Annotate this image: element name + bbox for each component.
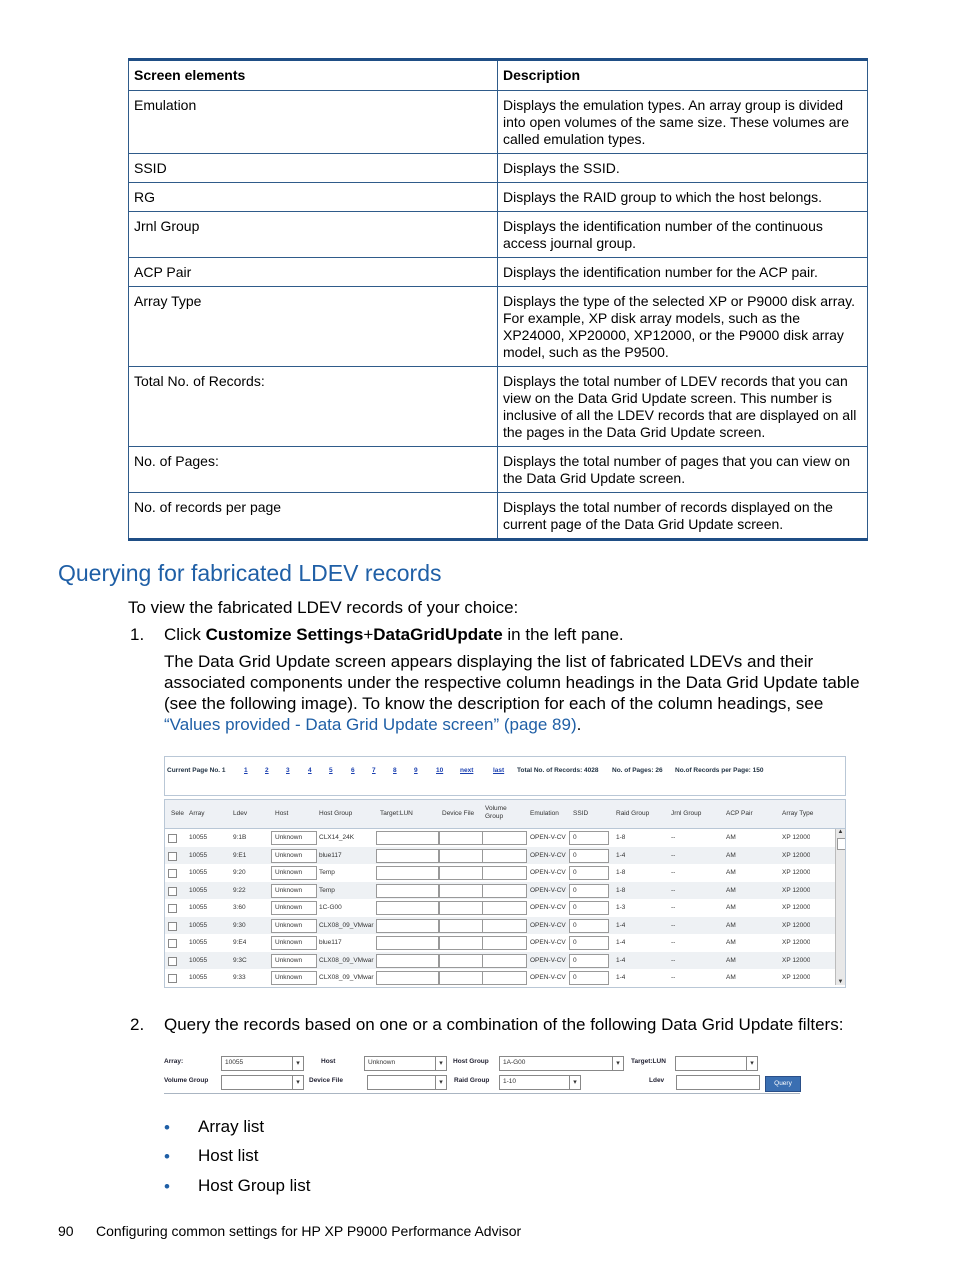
grid-cell-input[interactable] bbox=[376, 866, 439, 880]
column-header[interactable]: Array Type bbox=[782, 810, 814, 817]
chevron-down-icon: ▾ bbox=[292, 1076, 303, 1089]
grid-cell: 0 bbox=[573, 974, 577, 981]
grid-cell: 10055 bbox=[189, 921, 208, 929]
grid-cell-input[interactable] bbox=[439, 866, 483, 880]
grid-cell-input[interactable] bbox=[439, 884, 483, 898]
grid-cell: OPEN-V-CV bbox=[530, 904, 566, 911]
grid-cell: 10055 bbox=[189, 904, 208, 911]
grid-cell: Unknown bbox=[275, 869, 303, 876]
page-link[interactable]: 6 bbox=[351, 767, 355, 774]
grid-cell: 0 bbox=[573, 939, 577, 946]
grid-cell: OPEN-V-CV bbox=[530, 974, 566, 981]
grid-cell: OPEN-V-CV bbox=[530, 869, 566, 876]
row-checkbox[interactable] bbox=[168, 922, 177, 931]
column-header[interactable]: Host bbox=[275, 810, 289, 817]
grid-cell-input[interactable] bbox=[439, 901, 483, 915]
row-checkbox[interactable] bbox=[168, 887, 177, 896]
grid-cell: -- bbox=[671, 834, 676, 841]
grid-cell: Temp bbox=[319, 886, 335, 894]
step1-part: in the left pane. bbox=[502, 625, 624, 644]
table-header-row bbox=[129, 60, 868, 91]
description-cell: Displays the identification number of the continuous access journal group. bbox=[498, 212, 868, 258]
page-link[interactable]: 5 bbox=[329, 767, 333, 774]
grid-cell: Unknown bbox=[275, 886, 303, 894]
column-header[interactable]: Host Group bbox=[319, 810, 353, 817]
grid-cell-input[interactable] bbox=[376, 954, 439, 968]
grid-cell-input[interactable] bbox=[482, 901, 527, 915]
table-row[interactable] bbox=[165, 864, 835, 881]
array-value: 10055 bbox=[225, 1059, 244, 1066]
paragraph-line: The Data Grid Update screen appears displaying the list of fabricated LDEVs and their bbox=[164, 652, 814, 671]
grid-cell: 9:30 bbox=[233, 921, 246, 929]
grid-cell: 1-4 bbox=[616, 851, 626, 859]
grid-cell: OPEN-V-CV bbox=[530, 851, 566, 859]
table-row bbox=[129, 367, 868, 447]
step1-number: 1. bbox=[130, 625, 145, 644]
grid-cell: 3:60 bbox=[233, 904, 246, 911]
ldev-label: Ldev bbox=[649, 1077, 665, 1084]
grid-cell: 1-3 bbox=[616, 904, 626, 911]
grid-cell: 10055 bbox=[189, 974, 208, 981]
description-cell: Displays the identification number for the ACP pair. bbox=[498, 258, 868, 287]
table-row bbox=[129, 91, 868, 154]
grid-cell: 10055 bbox=[189, 869, 208, 876]
grid-cell: -- bbox=[671, 921, 676, 929]
grid-cell: 9:20 bbox=[233, 869, 246, 876]
element-cell: No. of Pages: bbox=[129, 447, 498, 493]
element-cell: SSID bbox=[129, 154, 498, 183]
grid-cell: 1-8 bbox=[616, 886, 626, 894]
column-header[interactable]: Raid Group bbox=[616, 810, 650, 817]
grid-cell: CLX08_09_VMwar bbox=[319, 974, 374, 981]
grid-cell: XP 12000 bbox=[782, 974, 811, 981]
table-row bbox=[129, 447, 868, 493]
grid-cell-input[interactable] bbox=[376, 919, 439, 933]
grid-cell-input[interactable] bbox=[482, 884, 527, 898]
column-header[interactable]: Emulation bbox=[530, 810, 559, 817]
grid-cell: 1-4 bbox=[616, 956, 626, 964]
step1-part: Click bbox=[164, 625, 206, 644]
element-cell: RG bbox=[129, 183, 498, 212]
grid-cell: AM bbox=[726, 869, 736, 876]
grid-cell: 0 bbox=[573, 834, 577, 841]
column-header[interactable]: Ldev bbox=[233, 810, 248, 817]
values-provided-link[interactable]: “Values provided - Data Grid Update screen” (page 89) bbox=[164, 715, 577, 734]
step2-text: Query the records based on one or a combination of the following Data Grid Update filters: bbox=[164, 1015, 844, 1034]
column-header[interactable]: SSID bbox=[573, 810, 589, 817]
table-row[interactable] bbox=[165, 899, 835, 916]
chevron-down-icon: ▾ bbox=[569, 1076, 580, 1089]
grid-cell: OPEN-V-CV bbox=[530, 956, 566, 964]
grid-cell: 10055 bbox=[189, 851, 208, 859]
raidgroup-value: 1-10 bbox=[503, 1078, 517, 1085]
description-cell: Displays the emulation types. An array group is divided into open volumes of the same size. These volumes are called emulation types. bbox=[498, 91, 868, 154]
last-link[interactable]: last bbox=[493, 767, 505, 774]
grid-cell: XP 12000 bbox=[782, 886, 811, 894]
row-checkbox[interactable] bbox=[168, 904, 177, 913]
grid-cell: -- bbox=[671, 956, 676, 964]
grid-cell: -- bbox=[671, 904, 676, 911]
grid-cell: CLX08_09_VMwar bbox=[319, 921, 374, 929]
host-value: Unknown bbox=[368, 1059, 396, 1066]
grid-cell-input[interactable] bbox=[482, 954, 527, 968]
description-cell: Displays the total number of LDEV records that you can view on the Data Grid Update screen. This number is inclusive of all the LDEV records that are displayed on all the pages in the Data Grid Update screen. bbox=[498, 367, 868, 447]
array-label: Array: bbox=[164, 1058, 184, 1065]
intro-text: To view the fabricated LDEV records of your choice: bbox=[128, 598, 519, 617]
grid-cell: Unknown bbox=[275, 939, 303, 946]
host-label: Host bbox=[321, 1058, 336, 1065]
grid-cell-input[interactable] bbox=[482, 866, 527, 880]
grid-cell: CLX08_09_VMwar bbox=[319, 956, 374, 964]
volgroup-label: Volume Group bbox=[164, 1077, 209, 1084]
chevron-down-icon: ▾ bbox=[292, 1057, 303, 1070]
grid-cell: AM bbox=[726, 834, 736, 841]
list-item: Host Group list bbox=[198, 1176, 311, 1195]
filters-screenshot bbox=[164, 1053, 800, 1094]
grid-cell: blue117 bbox=[319, 939, 342, 946]
grid-cell: AM bbox=[726, 974, 736, 981]
grid-cell: AM bbox=[726, 851, 736, 859]
page-link[interactable]: 9 bbox=[414, 767, 418, 774]
grid-cell-input[interactable] bbox=[482, 831, 527, 845]
grid-cell-input[interactable] bbox=[439, 849, 483, 863]
grid-cell: XP 12000 bbox=[782, 869, 811, 876]
description-cell: Displays the SSID. bbox=[498, 154, 868, 183]
grid-cell: -- bbox=[671, 869, 676, 876]
table-row[interactable] bbox=[165, 969, 835, 986]
plus-sign: + bbox=[363, 625, 374, 644]
grid-cell: OPEN-V-CV bbox=[530, 834, 566, 841]
grid-cell: AM bbox=[726, 939, 736, 946]
grid-cell: Unknown bbox=[275, 834, 303, 841]
column-header[interactable]: Jrnl Group bbox=[671, 810, 702, 817]
description-cell: Displays the RAID group to which the host belongs. bbox=[498, 183, 868, 212]
grid-cell: XP 12000 bbox=[782, 904, 811, 911]
table-row[interactable] bbox=[165, 847, 835, 864]
element-cell: Array Type bbox=[129, 287, 498, 367]
column-header[interactable]: ACP Pair bbox=[726, 810, 753, 817]
raidgroup-select[interactable] bbox=[499, 1075, 581, 1090]
page-number: 90 bbox=[58, 1223, 74, 1239]
grid-cell: 0 bbox=[573, 956, 577, 964]
grid-cell: 10055 bbox=[189, 939, 208, 946]
hostgroup-select[interactable] bbox=[499, 1056, 624, 1071]
column-header[interactable]: Target:LUN bbox=[380, 810, 413, 817]
raidgroup-label: Raid Group bbox=[454, 1077, 490, 1084]
grid-cell: -- bbox=[671, 939, 676, 946]
row-checkbox[interactable] bbox=[168, 974, 177, 983]
grid-cell: 0 bbox=[573, 921, 577, 929]
grid-cell: Unknown bbox=[275, 904, 303, 911]
grid-cell: -- bbox=[671, 886, 676, 894]
grid-cell: 1-8 bbox=[616, 869, 626, 876]
table-row bbox=[129, 258, 868, 287]
data-grid bbox=[164, 799, 846, 988]
grid-cell: -- bbox=[671, 851, 676, 859]
grid-cell-input[interactable] bbox=[376, 849, 439, 863]
element-cell: Jrnl Group bbox=[129, 212, 498, 258]
chevron-down-icon: ▾ bbox=[435, 1057, 446, 1070]
grid-cell-input[interactable] bbox=[376, 901, 439, 915]
devfile-select[interactable] bbox=[367, 1075, 447, 1090]
column-header[interactable]: Device File bbox=[442, 810, 475, 817]
chevron-down-icon: ▾ bbox=[435, 1076, 446, 1089]
grid-cell: 1-4 bbox=[616, 921, 626, 929]
grid-cell: 1-4 bbox=[616, 939, 626, 946]
page-link[interactable]: 2 bbox=[265, 767, 269, 774]
table-row bbox=[129, 493, 868, 540]
table-row bbox=[129, 212, 868, 258]
grid-cell: AM bbox=[726, 904, 736, 911]
element-cell: No. of records per page bbox=[129, 493, 498, 540]
table-row[interactable] bbox=[165, 934, 835, 951]
hostgroup-value: 1A-G00 bbox=[503, 1059, 526, 1066]
grid-cell: 9:33 bbox=[233, 974, 246, 981]
table-row bbox=[129, 287, 868, 367]
row-checkbox[interactable] bbox=[168, 957, 177, 966]
grid-cell-input[interactable] bbox=[439, 971, 483, 985]
grid-cell-input[interactable] bbox=[482, 919, 527, 933]
grid-cell: 0 bbox=[573, 869, 577, 876]
grid-cell: -- bbox=[671, 974, 676, 981]
devfile-label: Device File bbox=[309, 1077, 343, 1084]
grid-cell-input[interactable] bbox=[376, 831, 439, 845]
grid-cell: Temp bbox=[319, 869, 335, 876]
grid-cell-input[interactable] bbox=[376, 971, 439, 985]
section-heading: Querying for fabricated LDEV records bbox=[58, 560, 442, 586]
array-select[interactable] bbox=[221, 1056, 304, 1071]
data-grid-screenshot bbox=[164, 756, 846, 988]
footer-text: Configuring common settings for HP XP P9000 Performance Advisor bbox=[96, 1223, 522, 1239]
customize-settings-label: Customize Settings bbox=[205, 625, 364, 644]
table-row[interactable] bbox=[165, 829, 835, 846]
vertical-scrollbar[interactable] bbox=[835, 829, 845, 985]
grid-cell: 9:E1 bbox=[233, 851, 247, 859]
total-records-label: Total No. of Records: 4028 bbox=[517, 767, 599, 774]
row-checkbox[interactable] bbox=[168, 852, 177, 861]
table-row bbox=[129, 154, 868, 183]
grid-cell-input[interactable] bbox=[439, 936, 483, 950]
scroll-up-icon[interactable]: ▲ bbox=[837, 829, 844, 835]
page-link[interactable]: 7 bbox=[372, 767, 376, 774]
grid-cell: Unknown bbox=[275, 956, 303, 964]
row-checkbox[interactable] bbox=[168, 834, 177, 843]
description-cell: Displays the total number of pages that you can view on the Data Grid Update screen. bbox=[498, 447, 868, 493]
page-link[interactable]: 1 bbox=[244, 767, 248, 774]
grid-cell: 1-8 bbox=[616, 834, 626, 841]
grid-cell: OPEN-V-CV bbox=[530, 886, 566, 894]
chevron-down-icon: ▾ bbox=[612, 1057, 623, 1070]
grid-cell: 10055 bbox=[189, 956, 208, 964]
grid-header bbox=[165, 800, 845, 829]
step1-paragraph bbox=[164, 651, 884, 735]
screen-elements-table bbox=[128, 58, 868, 541]
grid-cell: 0 bbox=[573, 851, 577, 859]
grid-cell: 0 bbox=[573, 904, 577, 911]
grid-cell: OPEN-V-CV bbox=[530, 921, 566, 929]
paragraph-line: associated components under the respective column headings in the Data Grid Update table bbox=[164, 673, 860, 692]
row-checkbox[interactable] bbox=[168, 939, 177, 948]
scroll-down-icon[interactable]: ▼ bbox=[837, 979, 844, 985]
bullet-icon: • bbox=[164, 1177, 170, 1196]
no-pages-label: No. of Pages: 26 bbox=[612, 767, 663, 774]
grid-cell-input[interactable] bbox=[482, 849, 527, 863]
next-link[interactable]: next bbox=[460, 767, 474, 774]
grid-cell: 1-4 bbox=[616, 974, 626, 981]
grid-cell: 10055 bbox=[189, 886, 208, 894]
grid-cell: CLX14_24K bbox=[319, 834, 355, 841]
records-per-page-label: No.of Records per Page: 150 bbox=[675, 767, 764, 774]
header-description: Description bbox=[498, 60, 868, 91]
grid-cell: 9:1B bbox=[233, 834, 247, 841]
description-cell: Displays the type of the selected XP or P9000 disk array. For example, XP disk array models, such as the XP24000, XP20000, XP12000, or the P9000 disk array model, such as the P9500. bbox=[498, 287, 868, 367]
grid-cell: Unknown bbox=[275, 921, 303, 929]
element-cell: Emulation bbox=[129, 91, 498, 154]
step2-number: 2. bbox=[130, 1015, 145, 1034]
grid-cell-input[interactable] bbox=[482, 971, 527, 985]
page-link[interactable]: 4 bbox=[308, 767, 312, 774]
row-checkbox[interactable] bbox=[168, 869, 177, 878]
grid-cell: AM bbox=[726, 886, 736, 894]
page-link[interactable]: 10 bbox=[436, 767, 444, 774]
grid-cell-input[interactable] bbox=[376, 936, 439, 950]
column-header[interactable]: Array bbox=[189, 810, 205, 817]
host-select[interactable] bbox=[364, 1056, 447, 1071]
grid-cell-input[interactable] bbox=[376, 884, 439, 898]
bullet-icon: • bbox=[164, 1118, 170, 1137]
grid-cell: 1C-G00 bbox=[319, 904, 342, 911]
grid-cell: 9:3C bbox=[233, 956, 247, 964]
chevron-down-icon: ▾ bbox=[746, 1057, 757, 1070]
paragraph-line: (see the following image). To know the description for each of the column headings, see bbox=[164, 694, 824, 713]
page-link[interactable]: 3 bbox=[286, 767, 290, 774]
step1-text bbox=[164, 624, 624, 645]
element-cell: ACP Pair bbox=[129, 258, 498, 287]
table-row bbox=[129, 183, 868, 212]
grid-cell: 10055 bbox=[189, 834, 208, 841]
target-select[interactable] bbox=[675, 1056, 758, 1071]
table-row[interactable] bbox=[165, 917, 835, 934]
grid-cell: 9:E4 bbox=[233, 939, 247, 946]
target-label: Target:LUN bbox=[631, 1058, 666, 1065]
datagridupdate-label: DataGridUpdate bbox=[373, 625, 503, 644]
grid-cell: AM bbox=[726, 956, 736, 964]
header-screen-elements: Screen elements bbox=[129, 60, 498, 91]
period: . bbox=[576, 715, 582, 734]
grid-cell: Unknown bbox=[275, 851, 303, 859]
hostgroup-label: Host Group bbox=[453, 1058, 489, 1065]
grid-cell: blue117 bbox=[319, 851, 342, 859]
table-row[interactable] bbox=[165, 952, 835, 969]
scroll-thumb[interactable] bbox=[837, 838, 846, 850]
grid-cell: XP 12000 bbox=[782, 834, 811, 841]
table-row[interactable] bbox=[165, 882, 835, 899]
grid-cell: 0 bbox=[573, 886, 577, 894]
column-header[interactable]: Sele bbox=[171, 810, 185, 817]
element-cell: Total No. of Records: bbox=[129, 367, 498, 447]
grid-cell: AM bbox=[726, 921, 736, 929]
list-item: Array list bbox=[198, 1117, 265, 1136]
grid-cell: XP 12000 bbox=[782, 851, 811, 859]
grid-cell: 9:22 bbox=[233, 886, 246, 894]
grid-cell-input[interactable] bbox=[439, 919, 483, 933]
grid-cell: Unknown bbox=[275, 974, 303, 981]
paragraph-line bbox=[164, 714, 884, 735]
current-page-label: Current Page No. 1 bbox=[167, 767, 226, 774]
grid-cell: OPEN-V-CV bbox=[530, 939, 566, 946]
description-cell: Displays the total number of records displayed on the current page of the Data Grid Update screen. bbox=[498, 493, 868, 540]
query-button[interactable]: Query bbox=[765, 1076, 801, 1092]
volgroup-select[interactable] bbox=[221, 1075, 304, 1090]
grid-cell: XP 12000 bbox=[782, 921, 811, 929]
column-header[interactable]: Volume Group bbox=[485, 805, 507, 820]
grid-cell-input[interactable] bbox=[439, 954, 483, 968]
ldev-input[interactable] bbox=[676, 1075, 760, 1090]
grid-cell: XP 12000 bbox=[782, 956, 811, 964]
grid-cell-input[interactable] bbox=[482, 936, 527, 950]
list-item: Host list bbox=[198, 1146, 259, 1165]
grid-cell-input[interactable] bbox=[439, 831, 483, 845]
bullet-icon: • bbox=[164, 1147, 170, 1166]
page-link[interactable]: 8 bbox=[393, 767, 397, 774]
pagination-bar bbox=[164, 756, 846, 796]
grid-cell: XP 12000 bbox=[782, 939, 811, 946]
